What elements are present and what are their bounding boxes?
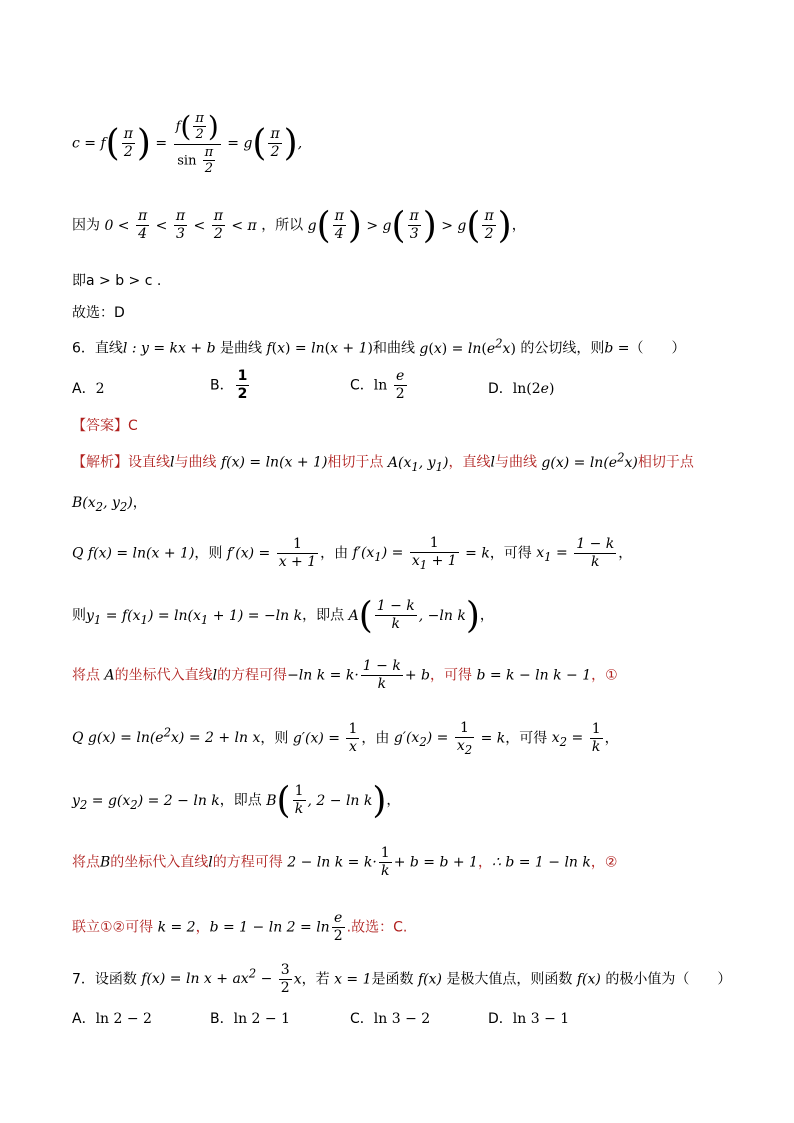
q7-option-a: A．ln 2 − 2 bbox=[72, 1011, 152, 1027]
q6-line-y2: $y_2 = g(x_2) = 2 - \ln k$，即点 B( $\frac{1}{k}$ , 2 − ln k)， bbox=[72, 780, 401, 821]
q6-answer: 【答案】C bbox=[72, 418, 138, 434]
q6-line-sub-a: 将点 A的坐标代入直线l的方程可得−ln k = k· $\frac{1 - k}{k}$ + b，可得 b = k − ln k − 1，① bbox=[72, 658, 618, 692]
q6-line-derivative-g: Q $g(x) = \ln(e^2x) = 2 + \ln x$，则 g′(x) = $\frac{1}{x}$ ，由 $g'(x_2)$ = $\frac{1}{x_2}$ = k，可得 $x_2$ = $\frac{1}{k}$ ， bbox=[72, 720, 619, 757]
line-ie: 即a > b > c . bbox=[72, 273, 162, 289]
analysis-tag: 【解析】 bbox=[72, 454, 128, 471]
q6-line-y1: 则$y_1 = f(x_1) = \ln(x_1 + 1) = -\ln$ k，即点 A( $\frac{1 - k}{k}$ , −ln k)， bbox=[72, 595, 494, 636]
q6-line-derivative-f: Q f(x) = ln(x + 1)，则 f′(x) = $\frac{1}{x + 1}$ ，由 $f'(x_1)$ = $\frac{1}{x_1 + 1}$ = k，可得 $x_1$ = $\frac{1 - k}{k}$ ， bbox=[72, 535, 633, 572]
q6-option-a: A．2 bbox=[72, 381, 105, 397]
q6-option-d: D．ln(2e) bbox=[488, 381, 555, 397]
q7-option-c: C．ln 3 − 2 bbox=[350, 1011, 431, 1027]
q6-stem: 6．直线l : y = kx + b 是曲线 f(x) = ln(x + 1)和曲线 $g(x) = \ln(e^2x)$ 的公切线，则b =（ ） bbox=[72, 336, 686, 357]
q6-analysis-line2: $B(x_2$, $y_2$)， bbox=[72, 495, 147, 514]
q6-line-sub-b: 将点B的坐标代入直线l的方程可得 2 − ln k = k· $\frac{1}{k}$ + b = b + 1，∴ b = 1 − ln k，② bbox=[72, 845, 618, 879]
because-label: 因为 bbox=[72, 217, 100, 234]
line-because: 因为 0 < $\frac{\pi}{4}$ < $\frac{\pi}{3}$ < $\frac{\pi}{2}$ < π ，所以 g( $\frac{\pi}{4}$ ) > g( $\frac{\pi}{3}$ ) > g( $\frac{\pi}{2}$ )， bbox=[72, 205, 526, 246]
line-choice-d: 故选：D bbox=[72, 305, 125, 321]
q6-analysis-line1: 【解析】设直线l与曲线 f(x) = ln(x + 1)相切于点 $A(x_1$, $y_1$)，直线l与曲线 $g(x) = \ln(e^2x)$相切于点 bbox=[72, 450, 694, 474]
q7-option-d: D．ln 3 − 1 bbox=[488, 1011, 570, 1027]
line-c-definition: c = f( $\frac{\pi}{2}$ ) = f( $\frac{\pi}{2}$ ) sin $\frac{\pi}{2}$ = g( $\frac{\pi}{2}$ ), bbox=[72, 110, 303, 177]
q6-line-join: 联立①②可得 k = 2，b = 1 − ln 2 = ln $\frac{e}{2}$ .故选：C. bbox=[72, 910, 408, 944]
q6-option-c: C．ln $\frac{e}{2}$ bbox=[350, 368, 405, 402]
q6-option-b: B． $\frac{1}{2}$ bbox=[210, 368, 248, 402]
q7-stem: 7．设函数 $f(x) = \ln x + ax^2$ − $\frac{3}{2}$ x，若 x = 1是函数 f(x) 是极大值点，则函数 f(x) 的极小值为（ ） bbox=[72, 962, 732, 996]
q7-option-b: B．ln 2 − 1 bbox=[210, 1011, 290, 1027]
